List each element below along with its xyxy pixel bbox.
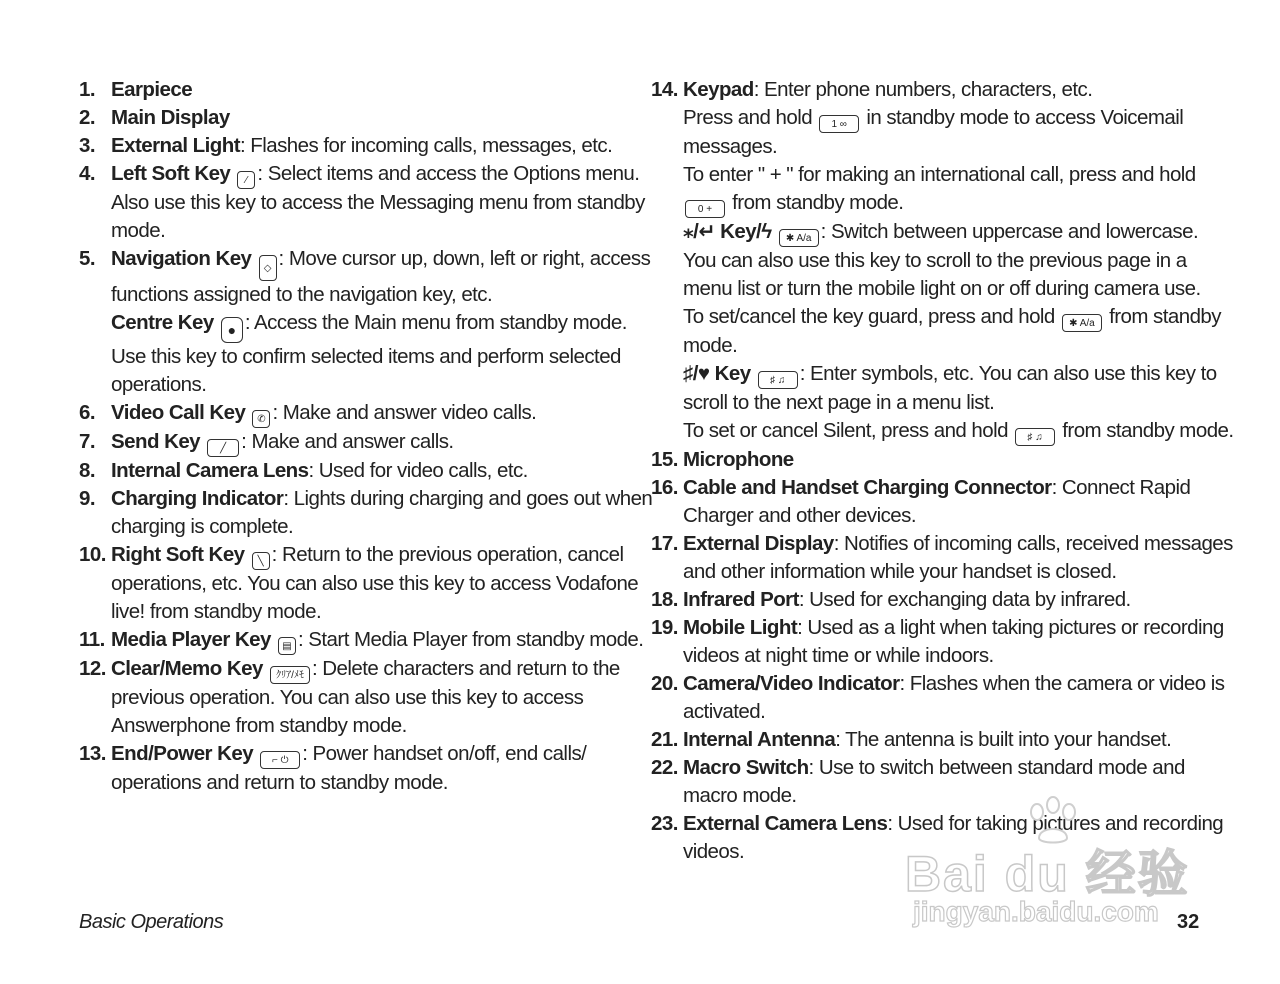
list-item <box>79 740 639 797</box>
item-text: : Connect Rapid <box>1051 476 1191 499</box>
item-text: activated. <box>683 700 766 723</box>
item-text: live! from standby mode. <box>111 600 322 623</box>
item-line <box>111 485 653 513</box>
list-item <box>79 457 639 485</box>
item-line <box>683 133 1211 161</box>
key-symbol-icon: ♯/♥ <box>683 362 710 385</box>
page-number: 32 <box>1177 911 1200 933</box>
item-text: scroll to the next page in a menu list. <box>683 391 995 414</box>
item-number: 17. <box>651 532 678 555</box>
item-text: : Start Media Player from standby mode. <box>298 628 644 651</box>
left-column <box>79 76 653 797</box>
key-glyph-icon: 1 ∞ <box>819 115 859 133</box>
item-line <box>683 754 1211 782</box>
item-text: previous operation. You can also use this key to access <box>111 686 584 709</box>
item-term: Key/ϟ <box>714 220 777 243</box>
list-item <box>79 160 645 245</box>
key-glyph-icon: ▤ <box>278 637 296 655</box>
item-text: : The antenna is built into your handset. <box>835 728 1172 751</box>
item-term: Mobile Light <box>683 616 798 639</box>
item-line <box>683 104 1211 133</box>
item-text: messages. <box>683 135 778 158</box>
item-text: Answerphone from standby mode. <box>111 714 407 737</box>
list-item <box>651 76 1234 446</box>
item-text: : Flashes when the camera or video is <box>899 672 1225 695</box>
list-item <box>651 614 1224 670</box>
item-text: in standby mode to access Voicemail <box>861 106 1184 129</box>
item-text: from standby <box>1103 305 1221 328</box>
item-term: Cable and Handset Charging Connector <box>683 476 1052 499</box>
footer-section-title: Basic Operations <box>79 911 224 933</box>
item-text: menu list or turn the mobile light on or off during camera use. <box>683 277 1201 300</box>
item-text: mode. <box>683 334 738 357</box>
item-text: : Enter phone numbers, characters, etc. <box>753 78 1093 101</box>
key-glyph-icon: ╲ <box>252 552 270 570</box>
item-text: functions assigned to the navigation key, etc. <box>111 283 493 306</box>
item-term: End/Power Key <box>111 742 259 765</box>
item-text: : Make and answer video calls. <box>272 401 537 424</box>
key-glyph-icon: ✆ <box>252 410 270 428</box>
item-text: from standby mode. <box>1057 419 1234 442</box>
item-line <box>683 161 1211 189</box>
item-term: Macro Switch <box>683 756 809 779</box>
item-line <box>111 160 639 189</box>
list-item <box>79 626 644 655</box>
item-text: : Make and answer calls. <box>241 430 454 453</box>
watermark-brand: Bai du 经验 <box>905 846 1190 902</box>
item-line <box>111 245 651 281</box>
item-text: charging is complete. <box>111 515 294 538</box>
item-text: You can also use this key to scroll to the previous page in a <box>683 249 1187 272</box>
item-number: 15. <box>651 448 678 471</box>
item-term: Microphone <box>683 448 794 471</box>
item-text: Charger and other devices. <box>683 504 916 527</box>
item-term: Infrared Port <box>683 588 799 611</box>
item-text: : Used for taking pictures and recording <box>887 812 1224 835</box>
item-line <box>111 217 639 245</box>
item-number: 21. <box>651 728 678 751</box>
key-glyph-icon: ◇ <box>259 255 277 281</box>
item-number: 11. <box>79 628 105 651</box>
item-line <box>111 428 639 457</box>
key-glyph-icon: ✱ A/a <box>779 229 819 247</box>
item-line <box>683 642 1211 670</box>
item-number: 9. <box>79 487 95 510</box>
item-line <box>683 698 1211 726</box>
key-glyph-icon: ♯ ♫ <box>758 371 798 389</box>
item-term: Internal Antenna <box>683 728 836 751</box>
item-line <box>683 446 1211 474</box>
item-line <box>111 309 639 343</box>
item-text: and other information while your handset is closed. <box>683 560 1117 583</box>
key-symbol-icon: ⁎/↵ <box>683 220 715 243</box>
item-line <box>111 343 639 371</box>
item-text: : Used as a light when taking pictures or recording <box>797 616 1224 639</box>
item-text: : Flashes for incoming calls, messages, etc. <box>239 134 613 157</box>
item-text: : Used for video calls, etc. <box>308 459 528 482</box>
list-item <box>651 754 1211 810</box>
key-glyph-icon: ｸﾘｱ/ﾒﾓ <box>270 666 310 684</box>
watermark-url: jingyan.baidu.com <box>913 896 1159 927</box>
item-text: : Return to the previous operation, cancel <box>271 543 624 566</box>
item-text: : Lights during charging and goes out when <box>283 487 653 510</box>
list-item <box>79 541 639 626</box>
item-term: External Camera Lens <box>683 812 888 835</box>
item-term: Charging Indicator <box>111 487 284 510</box>
item-term: Video Call Key <box>111 401 251 424</box>
list-item <box>79 485 653 541</box>
key-glyph-icon: ⌐ ⏻ <box>260 751 300 769</box>
item-text: : Select items and access the Options menu. <box>257 162 640 185</box>
list-item <box>79 104 639 132</box>
item-line <box>683 332 1211 360</box>
item-line <box>683 838 1211 866</box>
key-glyph-icon: ⁄ <box>237 171 255 189</box>
item-number: 7. <box>79 430 95 453</box>
item-line <box>111 541 639 570</box>
item-number: 10. <box>79 543 106 566</box>
item-number: 12. <box>79 657 106 680</box>
item-text: : Move cursor up, down, left or right, access <box>278 247 651 270</box>
item-number: 20. <box>651 672 678 695</box>
item-term: Centre Key <box>111 311 219 334</box>
item-number: 23. <box>651 812 678 835</box>
item-text: To set/cancel the key guard, press and hold <box>683 305 1060 328</box>
item-line <box>111 655 639 684</box>
item-line <box>683 726 1211 754</box>
item-line <box>111 740 639 769</box>
item-line <box>683 614 1224 642</box>
item-text: : Switch between uppercase and lowercase. <box>820 220 1199 243</box>
item-text: Use this key to confirm selected items and perform selected <box>111 345 621 368</box>
item-line <box>111 626 644 655</box>
item-text: Also use this key to access the Messaging menu from standby <box>111 191 645 214</box>
list-item <box>79 76 639 104</box>
item-text: macro mode. <box>683 784 797 807</box>
item-line <box>111 104 639 132</box>
item-text: operations, etc. You can also use this key to access Vodafone <box>111 572 639 595</box>
list-item <box>651 474 1211 530</box>
item-text: : Enter symbols, etc. You can also use this key to <box>799 362 1217 385</box>
item-line <box>683 586 1211 614</box>
item-text: To set or cancel Silent, press and hold <box>683 419 1014 442</box>
item-text: Press and hold <box>683 106 818 129</box>
item-line <box>683 247 1211 275</box>
list-item <box>651 670 1225 726</box>
item-line <box>111 399 639 428</box>
item-number: 13. <box>79 742 106 765</box>
item-line <box>111 570 639 598</box>
list-item <box>651 586 1211 614</box>
item-line <box>111 281 639 309</box>
item-number: 18. <box>651 588 678 611</box>
item-line <box>111 712 639 740</box>
item-line <box>683 360 1217 389</box>
item-line <box>683 275 1211 303</box>
item-text: : Use to switch between standard mode and <box>808 756 1185 779</box>
item-text: mode. <box>111 219 166 242</box>
item-line <box>111 684 639 712</box>
item-text: : Used for exchanging data by infrared. <box>798 588 1131 611</box>
list-item <box>651 726 1211 754</box>
item-line <box>111 189 645 217</box>
item-line <box>683 189 1211 218</box>
item-term: Send Key <box>111 430 206 453</box>
item-number: 14. <box>651 78 678 101</box>
item-line <box>683 303 1221 332</box>
key-glyph-icon: ✱ A/a <box>1062 314 1102 332</box>
item-term: Keypad <box>683 78 754 101</box>
item-line <box>683 810 1224 838</box>
item-term: Internal Camera Lens <box>111 459 309 482</box>
item-line <box>111 769 639 797</box>
item-line <box>683 670 1225 698</box>
item-line <box>111 132 639 160</box>
item-line <box>683 530 1233 558</box>
item-number: 2. <box>79 106 95 129</box>
item-term: Left Soft Key <box>111 162 236 185</box>
item-line <box>683 474 1211 502</box>
item-line <box>683 502 1211 530</box>
item-term: External Light <box>111 134 240 157</box>
item-text: operations. <box>111 373 207 396</box>
item-line <box>683 558 1211 586</box>
item-line <box>111 76 639 104</box>
item-line <box>111 513 639 541</box>
list-item <box>651 530 1233 586</box>
list-item <box>79 428 639 457</box>
item-text: : Notifies of incoming calls, received messages <box>833 532 1233 555</box>
list-item <box>651 810 1224 866</box>
item-term: Media Player Key <box>111 628 276 651</box>
key-glyph-icon: ╱ <box>207 439 239 457</box>
item-line <box>111 371 639 399</box>
list-item <box>79 132 639 160</box>
item-text: To enter " + " for making an international call, press and hold <box>683 163 1196 186</box>
item-number: 6. <box>79 401 95 424</box>
item-number: 22. <box>651 756 678 779</box>
item-text: operations and return to standby mode. <box>111 771 448 794</box>
list-item <box>79 655 639 740</box>
key-glyph-icon: ♯ ♫ <box>1015 428 1055 446</box>
item-line <box>683 76 1211 104</box>
item-text: videos at night time or while indoors. <box>683 644 994 667</box>
item-text: videos. <box>683 840 745 863</box>
right-column <box>651 76 1234 866</box>
item-term: Main Display <box>111 106 230 129</box>
item-text: : Access the Main menu from standby mode. <box>244 311 627 334</box>
item-number: 5. <box>79 247 95 270</box>
item-number: 16. <box>651 476 678 499</box>
item-term: Clear/Memo Key <box>111 657 268 680</box>
item-line <box>683 218 1211 247</box>
item-text: : Power handset on/off, end calls/ <box>302 742 587 765</box>
item-number: 19. <box>651 616 678 639</box>
item-number: 4. <box>79 162 95 185</box>
item-line <box>683 417 1234 446</box>
item-term: Key <box>709 362 756 385</box>
item-line <box>683 782 1211 810</box>
item-term: Navigation Key <box>111 247 257 270</box>
item-text: : Delete characters and return to the <box>311 657 620 680</box>
list-item <box>79 399 639 428</box>
item-number: 1. <box>79 78 95 101</box>
item-term: Right Soft Key <box>111 543 250 566</box>
item-term: Earpiece <box>111 78 193 101</box>
item-line <box>111 457 639 485</box>
item-term: Camera/Video Indicator <box>683 672 900 695</box>
item-line <box>111 598 639 626</box>
item-term: External Display <box>683 532 834 555</box>
list-item <box>79 245 651 399</box>
item-line <box>683 389 1211 417</box>
key-glyph-icon: 0 + <box>685 200 725 218</box>
item-number: 8. <box>79 459 95 482</box>
key-glyph-icon: ● <box>221 317 243 343</box>
list-item <box>651 446 1211 474</box>
item-text: from standby mode. <box>727 191 904 214</box>
item-number: 3. <box>79 134 95 157</box>
